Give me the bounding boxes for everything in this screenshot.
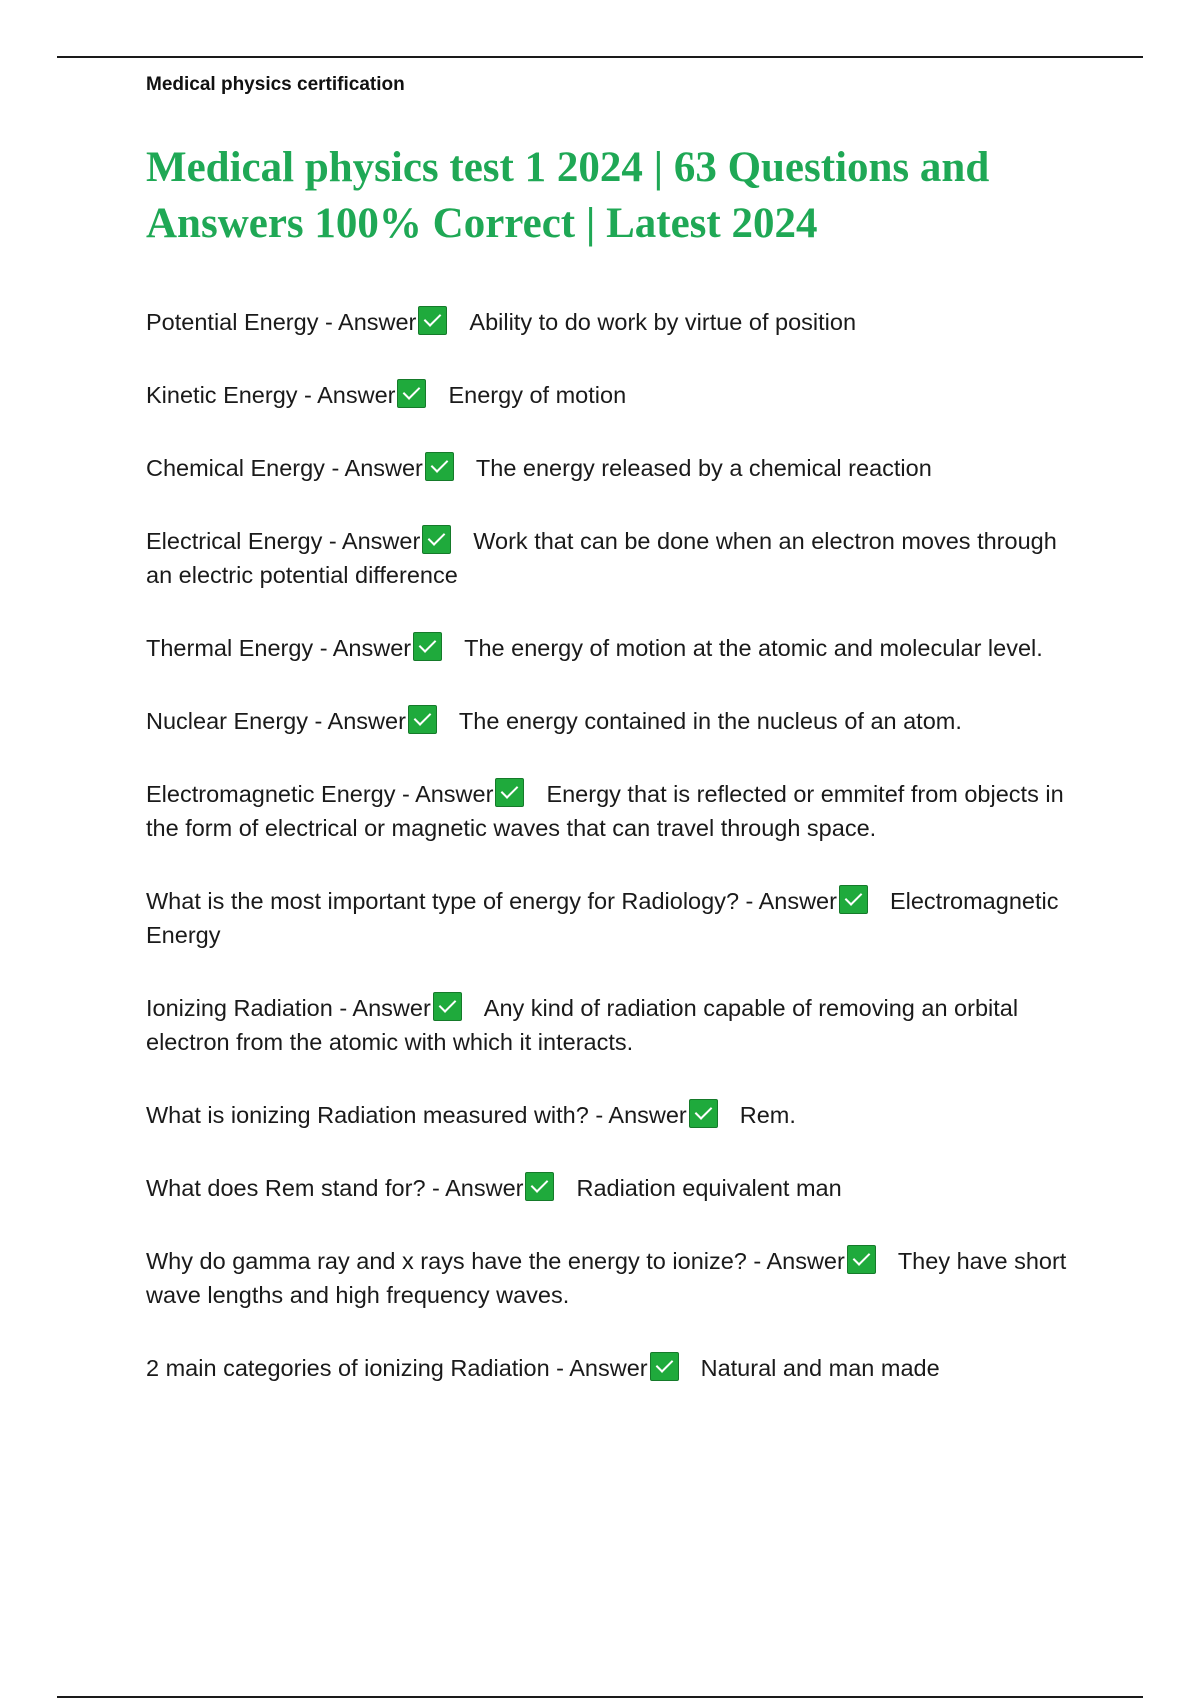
answer-text: Rem.	[739, 1102, 796, 1128]
question-text: Kinetic Energy - Answer	[146, 382, 396, 408]
answer-text: Electromagnetic Energy	[146, 888, 1059, 948]
question-text: Why do gamma ray and x rays have the energy to ionize? - Answer	[146, 1248, 845, 1274]
checkmark-icon	[495, 778, 524, 807]
qa-item	[146, 777, 1086, 845]
qa-item	[146, 1351, 1086, 1385]
answer-text: The energy of motion at the atomic and molecular level.	[464, 635, 1043, 661]
checkmark-icon	[839, 885, 868, 914]
question-text: Nuclear Energy - Answer	[146, 708, 406, 734]
question-text: What is the most important type of energy for Radiology? - Answer	[146, 888, 837, 914]
qa-item	[146, 704, 1086, 738]
answer-text: Ability to do work by virtue of position	[469, 309, 857, 335]
answer-text: The energy contained in the nucleus of an atom.	[458, 708, 962, 734]
bottom-rule	[57, 1696, 1143, 1698]
question-text: Chemical Energy - Answer	[146, 455, 423, 481]
qa-item	[146, 1171, 1086, 1205]
checkmark-icon	[433, 992, 462, 1021]
question-text: Ionizing Radiation - Answer	[146, 995, 431, 1021]
checkmark-icon	[689, 1099, 718, 1128]
question-text: Electromagnetic Energy - Answer	[146, 781, 494, 807]
qa-list	[146, 305, 1086, 1424]
checkmark-icon	[650, 1352, 679, 1381]
checkmark-icon	[425, 452, 454, 481]
answer-text: Energy that is reflected or emmitef from objects in the form of electrical or magnetic waves that can travel through space.	[146, 781, 1064, 841]
qa-item	[146, 524, 1086, 592]
checkmark-icon	[525, 1172, 554, 1201]
qa-item	[146, 631, 1086, 665]
question-text: 2 main categories of ionizing Radiation - Answer	[146, 1355, 648, 1381]
qa-item	[146, 1244, 1086, 1312]
answer-text: They have short wave lengths and high frequency waves.	[146, 1248, 1067, 1308]
document-header-label: Medical physics certification	[146, 74, 405, 95]
qa-item	[146, 1098, 1086, 1132]
checkmark-icon	[422, 525, 451, 554]
question-text: Electrical Energy - Answer	[146, 528, 421, 554]
qa-item	[146, 305, 1086, 339]
qa-item	[146, 378, 1086, 412]
checkmark-icon	[847, 1245, 876, 1274]
qa-item	[146, 451, 1086, 485]
question-text: Potential Energy - Answer	[146, 309, 417, 335]
answer-text: Work that can be done when an electron moves through an electric potential difference	[146, 528, 1057, 588]
answer-text: Any kind of radiation capable of removing an orbital electron from the atomic with which it interacts.	[146, 995, 1019, 1055]
answer-text: Energy of motion	[448, 382, 627, 408]
top-rule	[57, 56, 1143, 58]
qa-item	[146, 884, 1086, 952]
checkmark-icon	[408, 705, 437, 734]
checkmark-icon	[413, 632, 442, 661]
answer-text: Natural and man made	[700, 1355, 940, 1381]
question-text: Thermal Energy - Answer	[146, 635, 412, 661]
qa-item	[146, 991, 1086, 1059]
answer-text: Radiation equivalent man	[576, 1175, 842, 1201]
question-text: What is ionizing Radiation measured with? - Answer	[146, 1102, 687, 1128]
document-title: Medical physics test 1 2024 | 63 Questions and Answers 100% Correct | Latest 2024	[146, 144, 990, 247]
question-text: What does Rem stand for? - Answer	[146, 1175, 524, 1201]
checkmark-icon	[397, 379, 426, 408]
answer-text: The energy released by a chemical reaction	[475, 455, 932, 481]
checkmark-icon	[418, 306, 447, 335]
